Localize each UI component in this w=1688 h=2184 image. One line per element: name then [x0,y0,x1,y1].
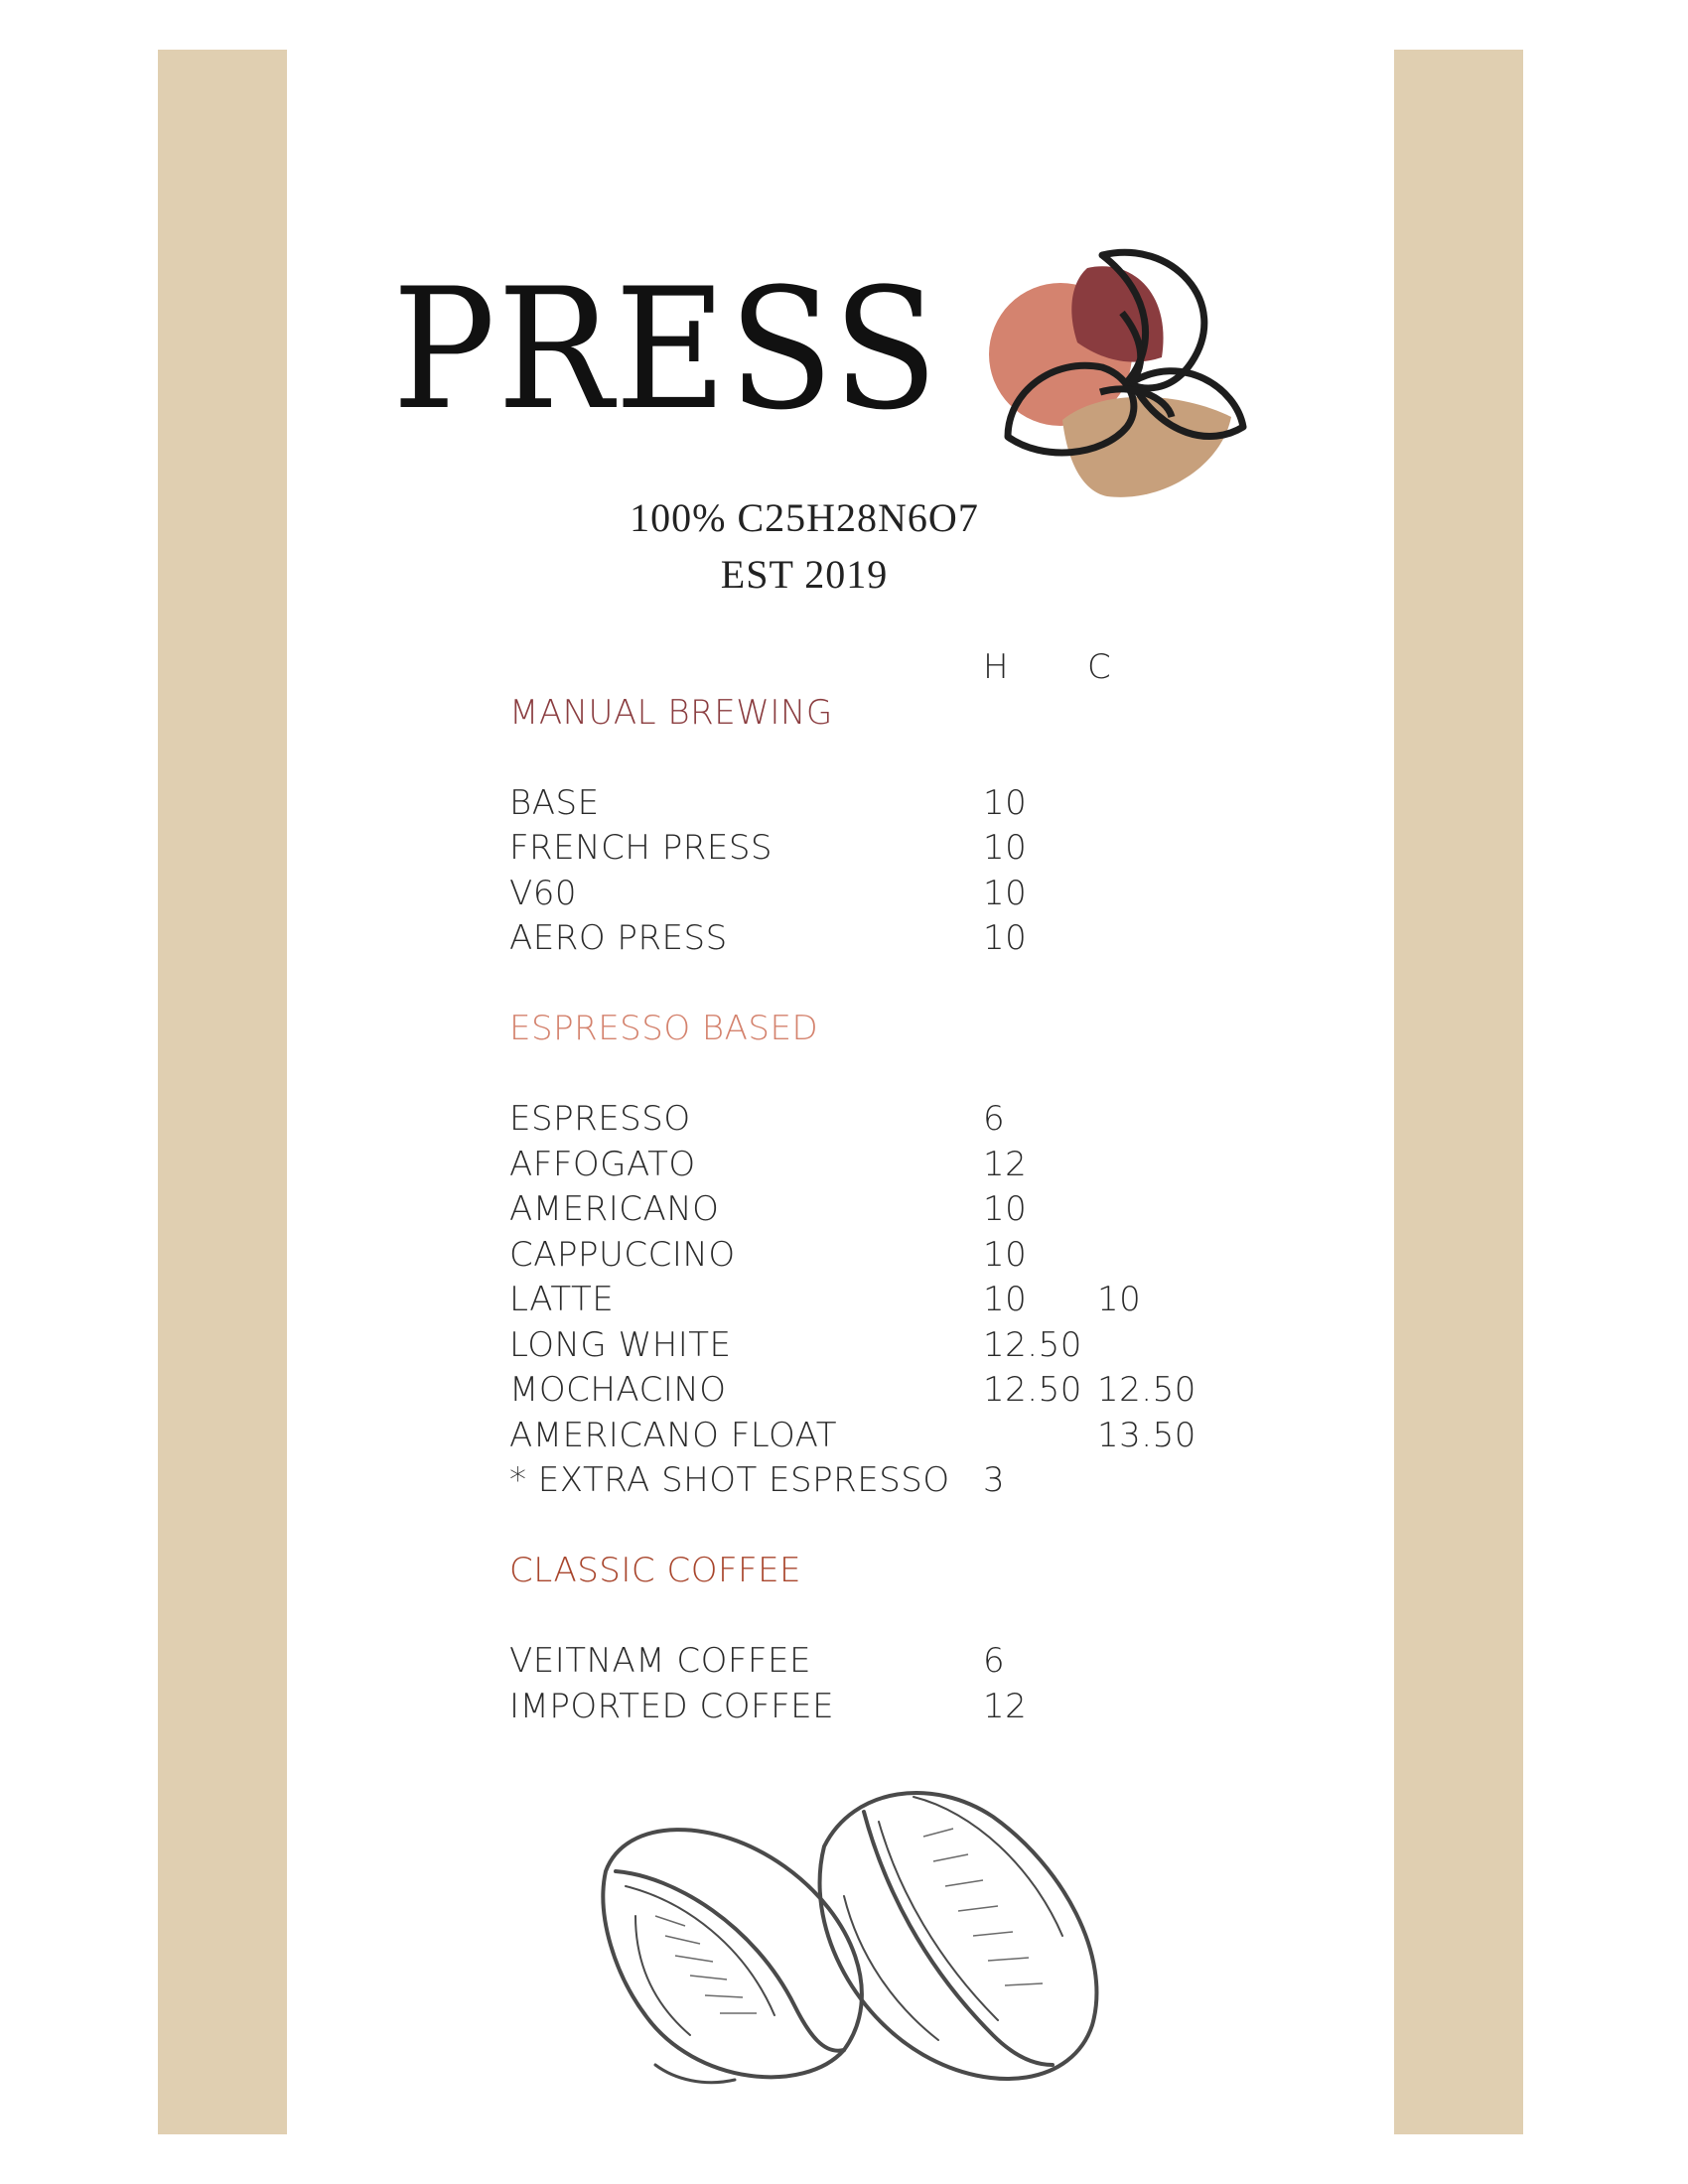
hot-column-header: H [983,647,1010,687]
hot-price: 12.50 [983,1324,1082,1365]
menu-item [509,1278,1224,1323]
coffee-bean-logo-icon [983,243,1251,501]
right-decorative-stripe [1394,50,1523,2134]
menu-item [509,1233,1224,1279]
menu-item-name: * EXTRA SHOT ESPRESSO [509,1460,950,1500]
coffee-beans-sketch-icon [596,1777,1132,2105]
hot-price: 10 [983,873,1028,913]
hot-price: 6 [983,1099,1006,1139]
hot-price: 12.50 [983,1370,1082,1410]
hot-price: 10 [983,1234,1028,1275]
menu-item-name: AMERICANO FLOAT [509,1415,838,1455]
hot-price: 12 [983,1144,1028,1184]
hot-price: 10 [983,1280,1028,1319]
menu-list [509,645,1224,1729]
menu-item-name: AMERICANO [509,1189,720,1229]
menu-item [509,1639,1224,1685]
menu-item-name: LATTE [509,1280,615,1319]
section-spacer [509,1594,1224,1640]
menu-item [509,1097,1224,1143]
brand-name: PRESS [392,252,940,447]
menu-item-name: AERO PRESS [509,918,728,958]
menu-item-name: FRENCH PRESS [509,828,773,868]
cold-price: 10 [1097,1280,1142,1319]
cold-price: 12.50 [1097,1370,1196,1410]
hot-price: 10 [983,782,1028,823]
menu-item-name: BASE [509,782,600,823]
cold-price: 13.50 [1097,1415,1196,1455]
section-title: MANUAL BREWING [509,692,833,733]
hot-price: 6 [983,1641,1006,1681]
menu-item [509,872,1224,917]
brand-tagline: 100% C25H28N6O7 [630,495,979,540]
logo-maroon-petal [1071,266,1163,361]
menu-sections [509,691,1224,1730]
menu-item [509,826,1224,872]
section-title: ESPRESSO BASED [509,1009,819,1048]
menu-item [509,1458,1224,1504]
menu-item [509,1323,1224,1369]
menu-item [509,1414,1224,1459]
hot-price: 10 [983,1189,1028,1229]
menu-item [509,1187,1224,1233]
menu-item [509,916,1224,962]
menu-item-name: MOCHACINO [509,1370,727,1410]
menu-item-name: VEITNAM COFFEE [509,1641,811,1681]
price-column-headers [509,645,1224,691]
menu-item-name: V60 [509,873,578,913]
menu-item-name: AFFOGATO [509,1144,696,1184]
hot-price: 3 [983,1460,1006,1500]
established-year: EST 2019 [720,552,889,597]
section-spacer [509,962,1224,1008]
hot-price: 12 [983,1686,1028,1726]
cold-column-header: C [1087,647,1112,687]
menu-item [509,1685,1224,1730]
section-spacer [509,736,1224,781]
hot-price: 10 [983,918,1028,958]
menu-item [509,1368,1224,1414]
section-spacer [509,1052,1224,1098]
menu-item-name: ESPRESSO [509,1099,691,1139]
menu-item-name: CAPPUCCINO [509,1234,736,1275]
menu-item [509,781,1224,827]
section-spacer [509,1504,1224,1550]
left-decorative-stripe [158,50,287,2134]
menu-item-name: IMPORTED COFFEE [509,1686,835,1726]
hot-price: 10 [983,828,1028,868]
menu-item-name: LONG WHITE [509,1324,732,1365]
menu-item [509,1143,1224,1188]
section-title: CLASSIC COFFEE [509,1551,802,1590]
